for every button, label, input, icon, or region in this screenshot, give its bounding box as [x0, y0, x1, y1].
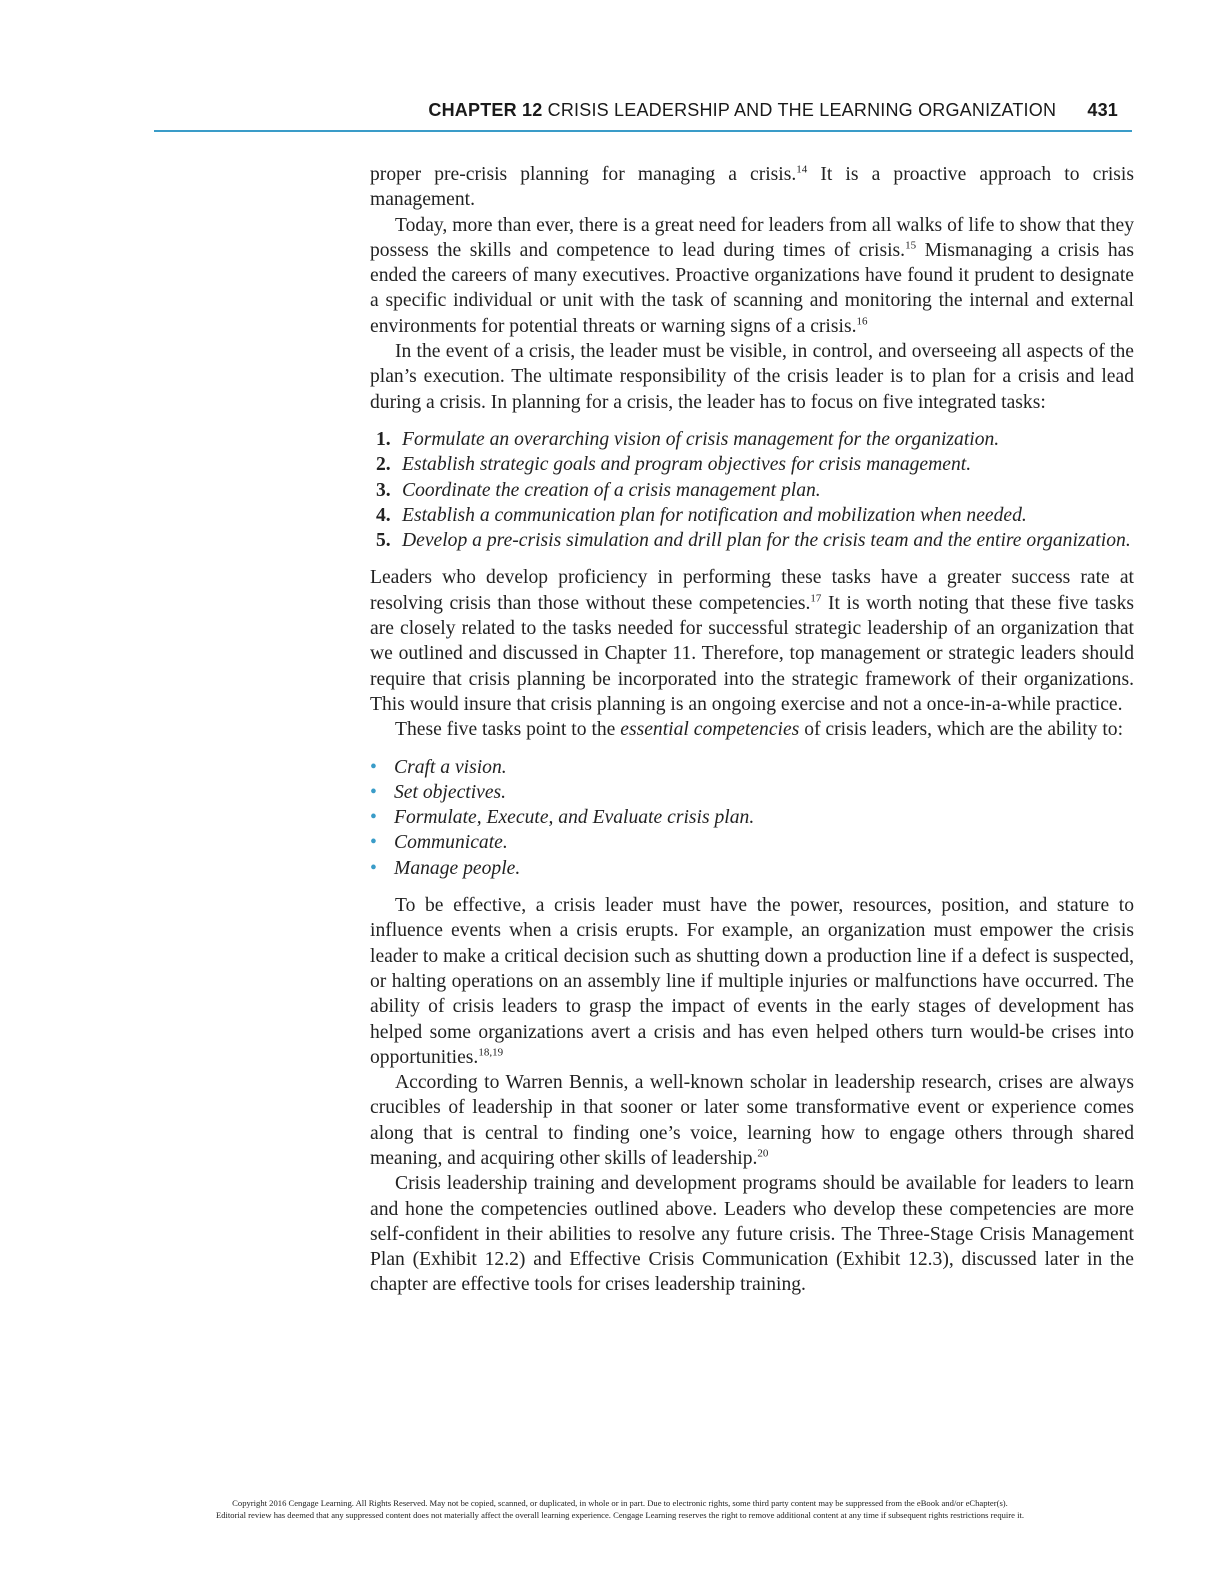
list-item: [370, 528, 1134, 553]
paragraph-6-text-a: To be effective, a crisis leader must have the power, resources, position, and stature to influence events when a crisis erupts. For example, an organization must empower the crisis leader to make a critical decision such as shutting down a production line if a defect is suspected, or halting operations on an assembly line if multiple injuries or malfunctions have occurred. The ability of crisis leaders to grasp the impact of events in the early stages of development has helped some organizations avert a crisis and has even helped others turn would-be crises into opportunities.: [370, 895, 1134, 1068]
list-item: [370, 755, 1134, 780]
copyright-line-2: Editorial review has deemed that any suppressed content does not materially affect the overall learning experience. Cengage Learning reserves the right to remove additional content at any time if subsequent rights restrictions require it.: [215, 1510, 1025, 1520]
list-item: [370, 452, 1134, 477]
list-item: [370, 780, 1134, 805]
paragraph-2: [370, 213, 1134, 339]
paragraph-4-text-a: Leaders who develop proficiency in performing these tasks have a greater success rate at resolving crisis than those without these competencies.: [370, 567, 1134, 614]
paragraph-7: [370, 1070, 1134, 1171]
paragraph-7-text-a: According to Warren Bennis, a well-known scholar in leadership research, crises are always crucibles of leadership in that sooner or later some transformative event or experience comes along that is central to finding one’s voice, learning how to engage others through shared meaning, and acquiring other skills of leadership.: [370, 1072, 1134, 1169]
header-text: [428, 100, 1118, 121]
paragraph-8: Crisis leadership training and development programs should be available for leaders to learn and hone the competencies outlined above. Leaders who develop these competencies are more self-confident in their abilities to resolve any future crisis. The Three-Stage Crisis Management Plan (Exhibit 12.2) and Effective Crisis Communication (Exhibit 12.3), discussed later in the chapter are effective tools for crises leadership training.: [370, 1173, 1134, 1296]
footnote-ref-18-19: 18,19: [478, 1046, 504, 1059]
chapter-title: CRISIS LEADERSHIP AND THE LEARNING ORGANIZATION: [547, 100, 1057, 120]
list-number: 1.: [376, 428, 391, 450]
list-item-text: Coordinate the creation of a crisis management plan.: [402, 479, 821, 501]
list-item: [370, 503, 1134, 528]
paragraph-6: [370, 893, 1134, 1070]
list-item-text: Establish a communication plan for notification and mobilization when needed.: [402, 504, 1027, 526]
list-item: [370, 478, 1134, 503]
footnote-ref-17: 17: [810, 592, 822, 605]
body-text: [370, 162, 1134, 1298]
list-item-text: Establish strategic goals and program objectives for crisis management.: [402, 454, 972, 476]
paragraph-5-text-b: of crisis leaders, which are the ability to:: [799, 719, 1124, 741]
paragraph-3: In the event of a crisis, the leader must be visible, in control, and overseeing all aspects of the plan’s execution. The ultimate responsibility of the crisis leader is to plan for a crisis and lead during a crisis. In planning for a crisis, the leader has to focus on five integrated tasks:: [370, 341, 1134, 413]
paragraph-1-text-b: It is a proactive approach to crisis management.: [370, 164, 1134, 211]
emphasis-essential-competencies: essential competencies: [620, 719, 800, 741]
bullet-icon: •: [370, 807, 377, 829]
list-number: 4.: [376, 504, 391, 526]
footnote-ref-15: 15: [905, 239, 917, 252]
list-item-text: Formulate, Execute, and Evaluate crisis plan.: [394, 807, 755, 829]
paragraph-2-text-b: Mismanaging a crisis has ended the careers of many executives. Proactive organizations have found it prudent to designate a specific individual or unit with the task of scanning and monitoring the internal and external environments for potential threats or warning signs of a crisis.: [370, 239, 1135, 337]
chapter-label: CHAPTER 12: [428, 100, 543, 120]
footnote-ref-14: 14: [796, 163, 808, 176]
list-item-text: Formulate an overarching vision of crisis management for the organization.: [402, 428, 1000, 450]
paragraph-4: [370, 565, 1134, 717]
bullet-icon: •: [370, 781, 377, 803]
footnote-ref-16: 16: [856, 315, 868, 328]
footnote-ref-20: 20: [757, 1147, 769, 1160]
copyright-footer: [100, 1497, 1140, 1521]
list-item: [370, 427, 1134, 452]
bullet-icon: •: [370, 857, 377, 879]
list-number: 3.: [376, 479, 391, 501]
task-list: [370, 427, 1134, 553]
list-item-text: Communicate.: [394, 832, 508, 854]
paragraph-2-text-a: Today, more than ever, there is a great need for leaders from all walks of life to show that they possess the skills and competence to lead during times of crisis.: [370, 214, 1134, 261]
bullet-icon: •: [370, 756, 377, 778]
competency-list: [370, 755, 1134, 881]
list-item: [370, 856, 1134, 881]
running-header: [154, 98, 1132, 132]
list-item: [370, 830, 1134, 855]
paragraph-5: [370, 717, 1134, 742]
paragraph-1: [370, 162, 1134, 213]
page-number: 431: [1087, 100, 1118, 120]
list-item-text: Manage people.: [394, 857, 521, 879]
list-number: 5.: [376, 530, 391, 552]
list-item-text: Develop a pre-crisis simulation and drill plan for the crisis team and the entire organization.: [402, 530, 1131, 552]
list-item-text: Craft a vision.: [394, 756, 507, 778]
list-item-text: Set objectives.: [394, 781, 507, 803]
bullet-icon: •: [370, 832, 377, 854]
copyright-line-1: Copyright 2016 Cengage Learning. All Rights Reserved. May not be copied, scanned, or duplicated, in whole or in part. Due to electronic rights, some third party content may be suppressed from the eBook and/or eChapter(s).: [232, 1498, 1008, 1508]
paragraph-4-text-b: It is worth noting that these five tasks are closely related to the tasks needed for successful strategic leadership of an organization that we outlined and discussed in Chapter 11. Therefore, top management or strategic leaders should require that crisis planning be incorporated into the strategic framework of their organizations. This would insure that crisis planning is an ongoing exercise and not a once-in-a-while practice.: [370, 592, 1135, 715]
list-number: 2.: [376, 454, 391, 476]
paragraph-5-text-a: These five tasks point to the: [395, 719, 621, 741]
list-item: [370, 805, 1134, 830]
paragraph-1-text-a: proper pre-crisis planning for managing a crisis.: [370, 164, 797, 185]
